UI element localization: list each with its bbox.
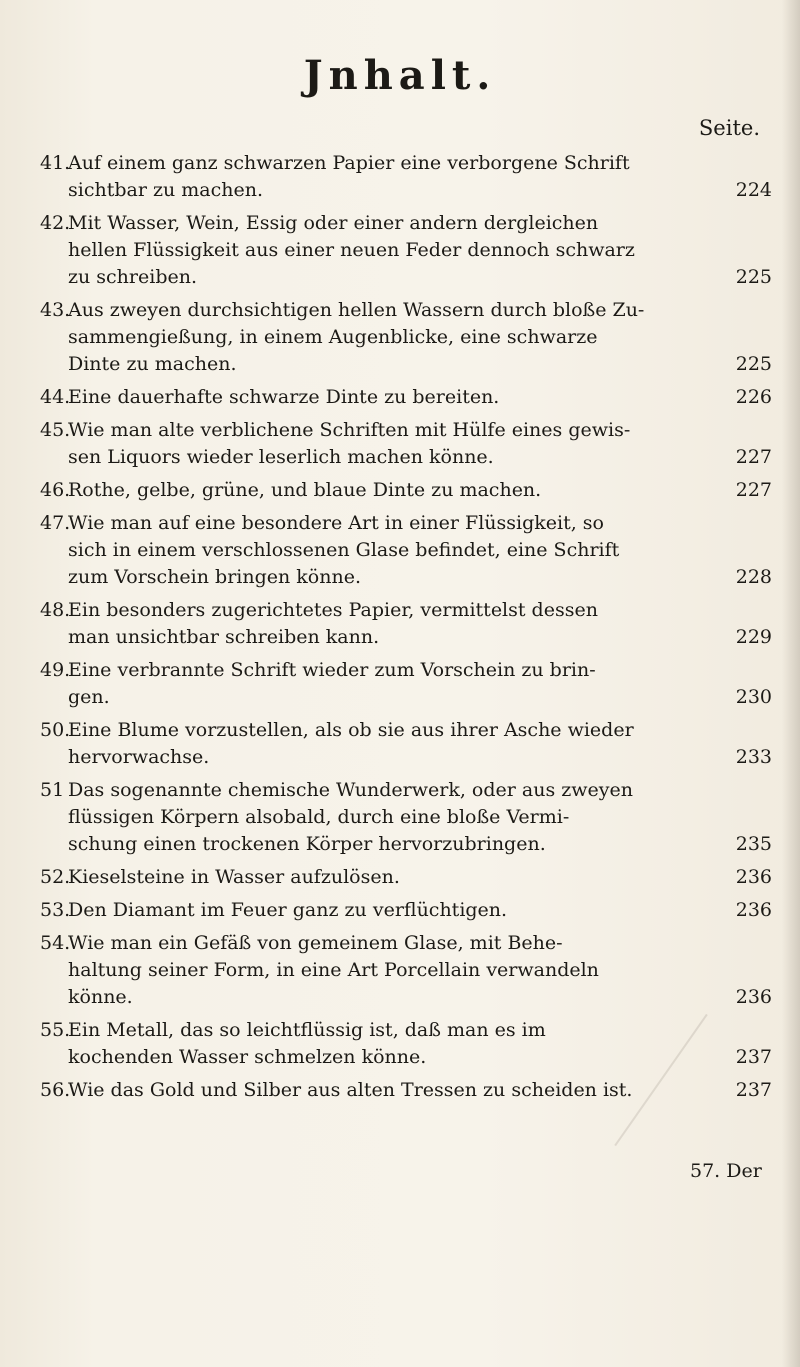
entry-line: Kieselsteine in Wasser aufzulösen. — [68, 866, 400, 888]
entry-text — [68, 864, 772, 891]
entry-page-number: 225 — [735, 266, 772, 288]
entry-text — [68, 930, 772, 1011]
entry-number: 50. — [40, 719, 71, 741]
toc-entry — [40, 1077, 772, 1104]
entry-page-number: 225 — [735, 353, 772, 375]
entry-number: 44. — [40, 386, 71, 408]
toc-entry — [40, 384, 772, 411]
entry-line: Rothe, gelbe, grüne, und blaue Dinte zu machen. — [68, 479, 542, 501]
entry-page-number: 237 — [735, 1079, 772, 1101]
entry-number: 54. — [40, 932, 71, 954]
entry-line: haltung seiner Form, in eine Art Porcellain verwandeln — [68, 959, 599, 981]
entry-line: sichtbar zu machen. — [68, 179, 263, 201]
toc-entry — [40, 150, 772, 204]
page-edge-shadow — [782, 0, 800, 1367]
entry-number: 55. — [40, 1019, 71, 1041]
toc-entry — [40, 417, 772, 471]
toc-entry — [40, 657, 772, 711]
entry-number: 52. — [40, 866, 71, 888]
entry-line: Eine Blume vorzustellen, als ob sie aus ihrer Asche wieder — [68, 719, 634, 741]
entry-page-number: 228 — [735, 566, 772, 588]
entry-page-number: 227 — [735, 479, 772, 501]
entry-line: Ein besonders zugerichtetes Papier, vermittelst dessen — [68, 599, 598, 621]
entry-line: Dinte zu machen. — [68, 353, 237, 375]
toc-entry — [40, 297, 772, 378]
entry-page-number: 236 — [735, 866, 772, 888]
entry-number: 48. — [40, 599, 71, 621]
entry-line: gen. — [68, 686, 110, 708]
entry-text — [68, 1077, 772, 1104]
entry-number: 41. — [40, 152, 71, 174]
entry-line: schung einen trockenen Körper hervorzubringen. — [68, 833, 546, 855]
entry-number: 51 — [40, 779, 65, 801]
entry-page-number: 229 — [735, 626, 772, 648]
entry-line: Mit Wasser, Wein, Essig oder einer andern dergleichen — [68, 212, 599, 234]
entry-page-number: 224 — [735, 179, 772, 201]
entry-line: Das sogenannte chemische Wunderwerk, oder aus zweyen — [68, 779, 633, 801]
entry-text — [68, 417, 772, 471]
entry-line: Auf einem ganz schwarzen Papier eine verborgene Schrift — [68, 152, 630, 174]
entry-line: man unsichtbar schreiben kann. — [68, 626, 380, 648]
entry-line: Den Diamant im Feuer ganz zu verflüchtigen. — [68, 899, 508, 921]
toc-entry — [40, 210, 772, 291]
toc-entry — [40, 930, 772, 1011]
entry-line: hervorwachse. — [68, 746, 210, 768]
entry-line: Aus zweyen durchsichtigen hellen Wassern durch bloße Zu- — [68, 299, 645, 321]
entry-page-number: 237 — [735, 1046, 772, 1068]
entry-text — [68, 384, 772, 411]
entry-number: 56. — [40, 1079, 71, 1101]
entry-number: 49. — [40, 659, 71, 681]
entry-line: Eine verbrannte Schrift wieder zum Vorschein zu brin- — [68, 659, 596, 681]
toc-entry — [40, 597, 772, 651]
entry-page-number: 230 — [735, 686, 772, 708]
entry-page-number: 226 — [735, 386, 772, 408]
entry-text — [68, 897, 772, 924]
entry-line: sich in einem verschlossenen Glase befindet, eine Schrift — [68, 539, 620, 561]
toc-entry — [40, 777, 772, 858]
entry-line: Ein Metall, das so leichtflüssig ist, daß man es im — [68, 1019, 546, 1041]
entry-text — [68, 657, 772, 711]
toc-entry — [40, 510, 772, 591]
catchword: 57. Der — [690, 1160, 762, 1182]
entry-text — [68, 717, 772, 771]
entry-line: sen Liquors wieder leserlich machen könne. — [68, 446, 494, 468]
entry-line: Wie man auf eine besondere Art in einer Flüssigkeit, so — [68, 512, 604, 534]
entry-line: Wie man alte verblichene Schriften mit Hülfe eines gewis- — [68, 419, 631, 441]
entry-page-number: 236 — [735, 899, 772, 921]
entry-page-number: 235 — [735, 833, 772, 855]
entry-text — [68, 297, 772, 378]
entry-number: 47. — [40, 512, 71, 534]
entry-page-number: 233 — [735, 746, 772, 768]
entry-text — [68, 477, 772, 504]
toc-entry — [40, 477, 772, 504]
entry-line: Wie das Gold und Silber aus alten Tressen zu scheiden ist. — [68, 1079, 633, 1101]
entry-text — [68, 510, 772, 591]
entry-line: kochenden Wasser schmelzen könne. — [68, 1046, 427, 1068]
entry-text — [68, 150, 772, 204]
toc-entry — [40, 864, 772, 891]
entry-text — [68, 1017, 772, 1071]
page-column-label: Seite. — [698, 116, 760, 140]
entry-number: 43. — [40, 299, 71, 321]
entry-line: sammengießung, in einem Augenblicke, eine schwarze — [68, 326, 598, 348]
entry-line: zu schreiben. — [68, 266, 198, 288]
entry-text — [68, 777, 772, 858]
entry-line: flüssigen Körpern alsobald, durch eine bloße Vermi- — [68, 806, 570, 828]
entry-page-number: 227 — [735, 446, 772, 468]
entry-line: Wie man ein Gefäß von gemeinem Glase, mit Behe- — [68, 932, 563, 954]
entry-line: zum Vorschein bringen könne. — [68, 566, 361, 588]
toc-entry — [40, 1017, 772, 1071]
entry-line: hellen Flüssigkeit aus einer neuen Feder dennoch schwarz — [68, 239, 635, 261]
entry-text — [68, 210, 772, 291]
entry-number: 42. — [40, 212, 71, 234]
toc-entry — [40, 897, 772, 924]
table-of-contents — [40, 150, 772, 1110]
entry-line: könne. — [68, 986, 133, 1008]
toc-entry — [40, 717, 772, 771]
entry-page-number: 236 — [735, 986, 772, 1008]
page-title: Jnhalt. — [303, 52, 497, 99]
entry-line: Eine dauerhafte schwarze Dinte zu bereiten. — [68, 386, 500, 408]
entry-text — [68, 597, 772, 651]
entry-number: 53. — [40, 899, 71, 921]
entry-number: 46. — [40, 479, 71, 501]
entry-number: 45. — [40, 419, 71, 441]
